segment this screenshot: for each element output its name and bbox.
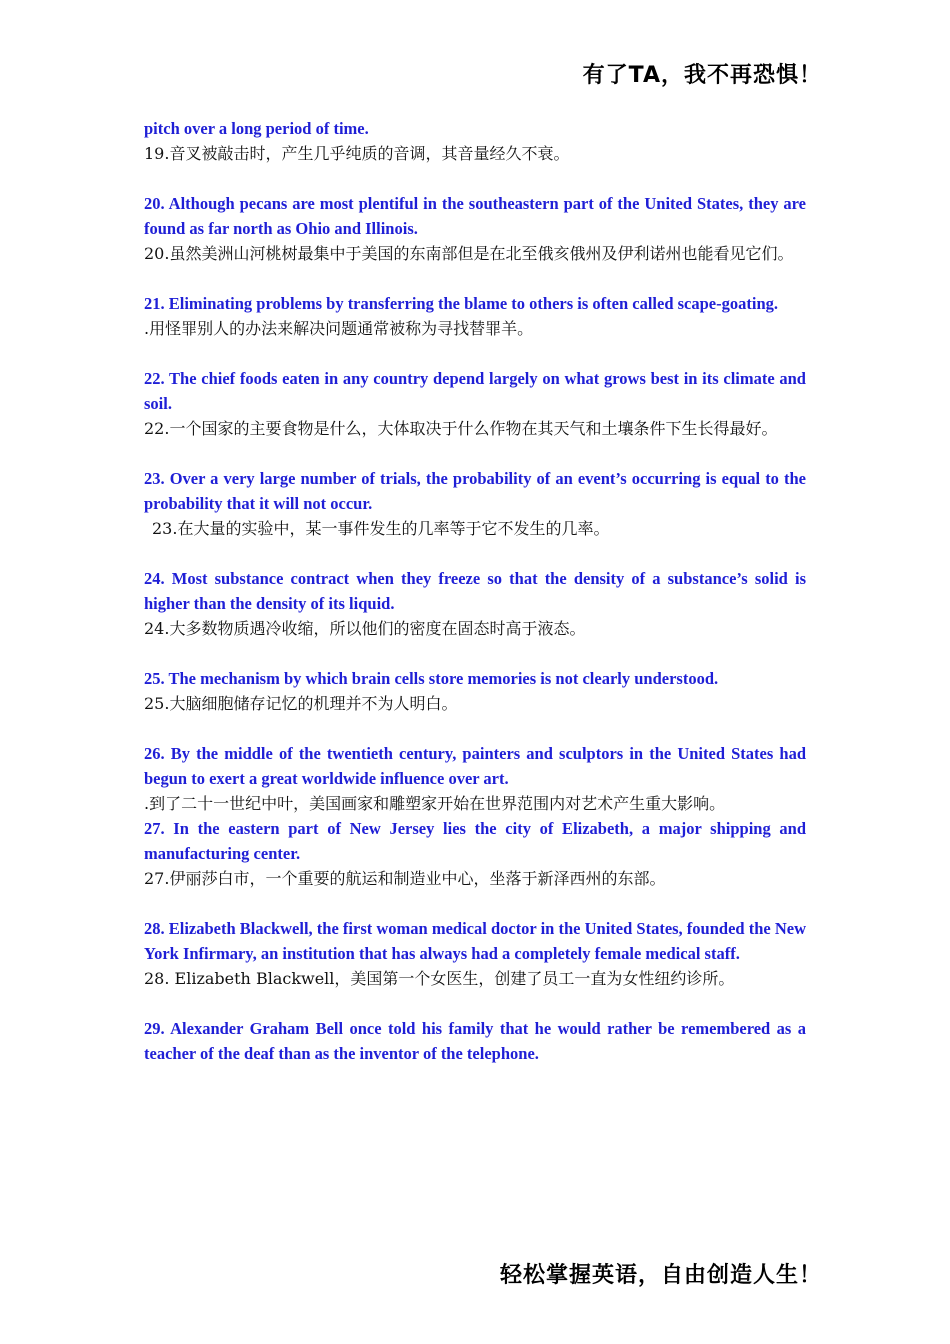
paragraph-spacer <box>144 991 806 1016</box>
paragraph-spacer <box>144 541 806 566</box>
english-sentence: 23. Over a very large number of trials, the probability of an event’s occurring is equal to the probability that it will not occur. <box>144 469 806 513</box>
english-sentence: 20. Although pecans are most plentiful in the southeastern part of the United States, they are found as far north as Ohio and Illinois. <box>144 194 806 238</box>
chinese-translation: 24.大多数物质遇冷收缩，所以他们的密度在固态时高于液态。 <box>144 619 586 638</box>
chinese-translation: 19.音叉被敲击时，产生几乎纯质的音调，其音量经久不衰。 <box>144 144 570 163</box>
english-sentence: 24. Most substance contract when they freeze so that the density of a substance’s solid is higher than the density of its liquid. <box>144 569 806 613</box>
english-sentence: pitch over a long period of time. <box>144 119 369 138</box>
page-footer-slogan: 轻松掌握英语，自由创造人生！ <box>499 1263 822 1288</box>
paragraph-spacer <box>144 341 806 366</box>
chinese-translation: 23.在大量的实验中，某一事件发生的几率等于它不发生的几率。 <box>152 519 610 538</box>
english-sentence: 28. Elizabeth Blackwell, the first woman medical doctor in the United States, founded the New York Infirmary, an institution that has always had a completely female medical staff. <box>144 919 806 963</box>
paragraph-spacer <box>144 641 806 666</box>
english-sentence: 26. By the middle of the twentieth century, painters and sculptors in the United States had begun to exert a great worldwide influence over art. <box>144 744 806 788</box>
chinese-translation: 27.伊丽莎白市，一个重要的航运和制造业中心，坐落于新泽西州的东部。 <box>144 869 666 888</box>
paragraph-spacer <box>144 891 806 916</box>
document-body <box>144 116 806 1066</box>
chinese-translation: .用怪罪别人的办法来解决问题通常被称为寻找替罪羊。 <box>144 319 534 338</box>
paragraph-spacer <box>144 441 806 466</box>
chinese-translation: 20.虽然美洲山河桃树最集中于美国的东南部但是在北至俄亥俄州及伊利诺州也能看见它们。 <box>144 244 794 263</box>
english-sentence: 27. In the eastern part of New Jersey lies the city of Elizabeth, a major shipping and manufacturing center. <box>144 819 806 863</box>
chinese-translation: 28. Elizabeth Blackwell，美国第一个女医生，创建了员工一直为女性纽约诊所。 <box>144 969 735 988</box>
paragraph-spacer <box>144 266 806 291</box>
chinese-translation: .到了二十一世纪中叶，美国画家和雕塑家开始在世界范围内对艺术产生重大影响。 <box>144 794 726 813</box>
paragraph-spacer <box>144 716 806 741</box>
chinese-translation: 22.一个国家的主要食物是什么，大体取决于什么作物在其天气和土壤条件下生长得最好。 <box>144 419 778 438</box>
english-sentence: 25. The mechanism by which brain cells store memories is not clearly understood. <box>144 669 719 688</box>
english-sentence: 22. The chief foods eaten in any country depend largely on what grows best in its climate and soil. <box>144 369 806 413</box>
english-sentence: 21. Eliminating problems by transferring the blame to others is often called scape-goating. <box>144 294 778 313</box>
paragraph-spacer <box>144 166 806 191</box>
page-header-slogan: 有了TA，我不再恐惧！ <box>582 63 822 88</box>
english-sentence: 29. Alexander Graham Bell once told his family that he would rather be remembered as a teacher of the deaf than as the inventor of the telephone. <box>144 1019 806 1063</box>
chinese-translation: 25.大脑细胞储存记忆的机理并不为人明白。 <box>144 694 458 713</box>
